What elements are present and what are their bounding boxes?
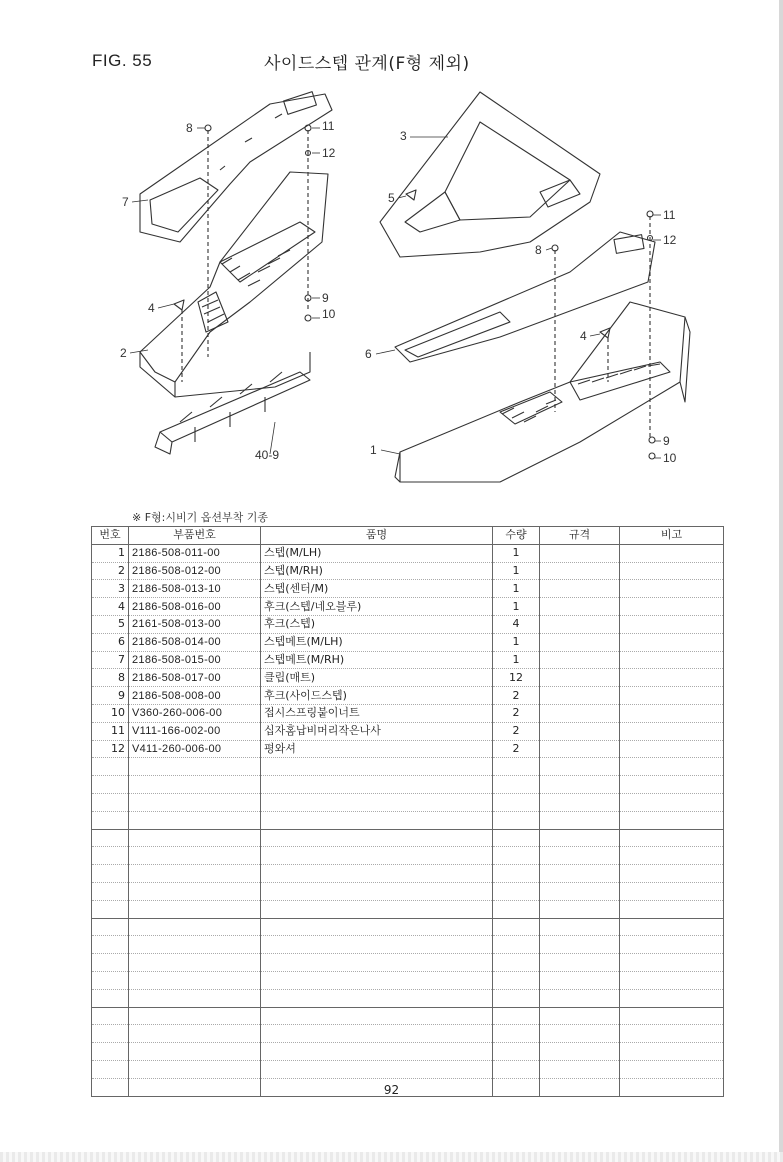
cell-spec xyxy=(540,598,620,616)
cell-qty xyxy=(493,758,540,776)
cell-remarks xyxy=(620,882,724,900)
table-row xyxy=(92,847,724,865)
cell-no xyxy=(92,758,129,776)
table-row xyxy=(92,722,724,740)
table-row xyxy=(92,1007,724,1025)
cell-spec xyxy=(540,544,620,562)
cell-remarks xyxy=(620,971,724,989)
callout: 1 xyxy=(370,443,377,457)
cell-remarks xyxy=(620,722,724,740)
cell-remarks xyxy=(620,740,724,758)
cell-no xyxy=(92,900,129,918)
cell-remarks xyxy=(620,793,724,811)
callout: 12 xyxy=(663,233,677,247)
cell-remarks xyxy=(620,669,724,687)
cell-remarks xyxy=(620,1060,724,1078)
cell-part-no: V360-260-006-00 xyxy=(129,704,261,722)
cell-spec xyxy=(540,829,620,847)
cell-part-no xyxy=(129,1043,261,1061)
cell-part-no: 2186-508-011-00 xyxy=(129,544,261,562)
cell-name xyxy=(261,758,493,776)
cell-spec xyxy=(540,722,620,740)
cell-name: 스텝메트(M/LH) xyxy=(261,633,493,651)
callout: 12 xyxy=(322,146,336,160)
table-row xyxy=(92,580,724,598)
table-row xyxy=(92,562,724,580)
cell-qty: 12 xyxy=(493,669,540,687)
cell-qty xyxy=(493,900,540,918)
step-mat-lh-drawing xyxy=(395,232,655,362)
cell-qty xyxy=(493,1007,540,1025)
cell-qty xyxy=(493,954,540,972)
callout: 3 xyxy=(400,129,407,143)
cell-no xyxy=(92,811,129,829)
table-row xyxy=(92,936,724,954)
cell-part-no xyxy=(129,918,261,936)
parts-table xyxy=(91,526,724,1097)
cell-part-no: 2186-508-014-00 xyxy=(129,633,261,651)
cell-no xyxy=(92,918,129,936)
leader-lines xyxy=(130,128,661,458)
cell-no: 11 xyxy=(92,722,129,740)
cell-no: 3 xyxy=(92,580,129,598)
table-row xyxy=(92,687,724,705)
cell-remarks xyxy=(620,776,724,794)
cell-spec xyxy=(540,793,620,811)
step-center-drawing xyxy=(380,92,600,257)
cell-spec xyxy=(540,651,620,669)
cell-spec xyxy=(540,562,620,580)
cell-part-no xyxy=(129,954,261,972)
cell-no xyxy=(92,793,129,811)
table-row xyxy=(92,669,724,687)
cell-name: 스텝(M/RH) xyxy=(261,562,493,580)
cell-spec xyxy=(540,758,620,776)
table-row xyxy=(92,1025,724,1043)
cell-no: 5 xyxy=(92,615,129,633)
cell-name: 접시스프링붙이너트 xyxy=(261,704,493,722)
step-bracket-drawing xyxy=(155,372,310,454)
cell-no xyxy=(92,829,129,847)
cell-qty: 1 xyxy=(493,598,540,616)
cell-spec xyxy=(540,776,620,794)
cell-name xyxy=(261,1025,493,1043)
cell-spec xyxy=(540,989,620,1007)
header-remarks: 비고 xyxy=(620,527,724,545)
cell-no xyxy=(92,989,129,1007)
table-row xyxy=(92,989,724,1007)
cell-no xyxy=(92,1025,129,1043)
cell-spec xyxy=(540,669,620,687)
cell-remarks xyxy=(620,900,724,918)
cell-qty xyxy=(493,793,540,811)
callout: 7 xyxy=(122,195,129,209)
cell-part-no: V111-166-002-00 xyxy=(129,722,261,740)
step-lh-drawing xyxy=(395,302,690,482)
cell-remarks xyxy=(620,829,724,847)
cell-qty xyxy=(493,918,540,936)
cell-qty xyxy=(493,811,540,829)
cell-no: 12 xyxy=(92,740,129,758)
cell-part-no xyxy=(129,900,261,918)
cell-spec xyxy=(540,900,620,918)
table-row xyxy=(92,971,724,989)
cell-qty: 2 xyxy=(493,704,540,722)
footnote: ※ F형:시비기 옵션부착 기종 xyxy=(132,511,268,524)
cell-spec xyxy=(540,1007,620,1025)
header-name: 품명 xyxy=(261,527,493,545)
cell-qty xyxy=(493,936,540,954)
table-row xyxy=(92,776,724,794)
cell-spec xyxy=(540,971,620,989)
table-row xyxy=(92,865,724,883)
cell-no: 1 xyxy=(92,544,129,562)
cell-part-no xyxy=(129,936,261,954)
callout: 6 xyxy=(365,347,372,361)
scan-strip xyxy=(0,1152,783,1162)
callout: 10 xyxy=(663,451,677,465)
cell-no: 2 xyxy=(92,562,129,580)
cell-name xyxy=(261,793,493,811)
left-hardware xyxy=(174,125,311,382)
cell-qty xyxy=(493,1025,540,1043)
cell-spec xyxy=(540,936,620,954)
cell-name xyxy=(261,882,493,900)
cell-qty: 1 xyxy=(493,580,540,598)
cell-remarks xyxy=(620,918,724,936)
cell-part-no: 2186-508-008-00 xyxy=(129,687,261,705)
callout: 4 xyxy=(148,301,155,315)
cell-no: 7 xyxy=(92,651,129,669)
cell-no xyxy=(92,1007,129,1025)
table-row xyxy=(92,811,724,829)
cell-no xyxy=(92,936,129,954)
callout: 9 xyxy=(663,434,670,448)
header-qty: 수량 xyxy=(493,527,540,545)
cell-part-no xyxy=(129,847,261,865)
cell-qty: 2 xyxy=(493,740,540,758)
parts-table-body xyxy=(92,544,724,1096)
callout: 11 xyxy=(663,208,676,222)
cell-name xyxy=(261,1007,493,1025)
table-row xyxy=(92,758,724,776)
cell-part-no xyxy=(129,1025,261,1043)
cell-remarks xyxy=(620,847,724,865)
cell-qty: 2 xyxy=(493,687,540,705)
cell-qty xyxy=(493,847,540,865)
cell-spec xyxy=(540,918,620,936)
cell-spec xyxy=(540,704,620,722)
cell-name xyxy=(261,847,493,865)
cell-no: 4 xyxy=(92,598,129,616)
cell-part-no: V411-260-006-00 xyxy=(129,740,261,758)
cell-spec xyxy=(540,882,620,900)
table-header-row xyxy=(92,527,724,545)
cell-remarks xyxy=(620,989,724,1007)
cell-remarks xyxy=(620,580,724,598)
cell-name xyxy=(261,865,493,883)
cell-qty: 4 xyxy=(493,615,540,633)
cell-no: 6 xyxy=(92,633,129,651)
cell-remarks xyxy=(620,704,724,722)
cell-no xyxy=(92,954,129,972)
callout: 5 xyxy=(388,191,395,205)
table-row xyxy=(92,954,724,972)
cell-remarks xyxy=(620,1007,724,1025)
callout: 40-9 xyxy=(255,448,280,462)
cell-remarks xyxy=(620,1043,724,1061)
cell-name: 스텝메트(M/RH) xyxy=(261,651,493,669)
header-part-no: 부품번호 xyxy=(129,527,261,545)
cell-name xyxy=(261,1043,493,1061)
cell-spec xyxy=(540,580,620,598)
cell-qty: 2 xyxy=(493,722,540,740)
cell-name: 스텝(센터/M) xyxy=(261,580,493,598)
table-row xyxy=(92,598,724,616)
cell-name xyxy=(261,954,493,972)
cell-qty xyxy=(493,989,540,1007)
callout: 8 xyxy=(186,121,193,135)
cell-no: 9 xyxy=(92,687,129,705)
cell-spec xyxy=(540,740,620,758)
header-spec: 규격 xyxy=(540,527,620,545)
cell-remarks xyxy=(620,865,724,883)
cell-spec xyxy=(540,615,620,633)
cell-part-no xyxy=(129,1060,261,1078)
cell-part-no xyxy=(129,811,261,829)
step-mat-rh-drawing xyxy=(140,92,332,242)
callout: 4 xyxy=(580,329,587,343)
table-row xyxy=(92,1043,724,1061)
table-row xyxy=(92,918,724,936)
cell-qty xyxy=(493,1043,540,1061)
cell-remarks xyxy=(620,544,724,562)
cell-name xyxy=(261,829,493,847)
page-number: 92 xyxy=(383,1083,400,1097)
table-row xyxy=(92,793,724,811)
cell-qty: 1 xyxy=(493,544,540,562)
cell-remarks xyxy=(620,598,724,616)
cell-part-no xyxy=(129,793,261,811)
cell-no: 8 xyxy=(92,669,129,687)
page-edge xyxy=(779,0,783,1162)
table-row xyxy=(92,633,724,651)
cell-part-no: 2186-508-017-00 xyxy=(129,669,261,687)
cell-part-no xyxy=(129,882,261,900)
cell-spec xyxy=(540,633,620,651)
cell-name xyxy=(261,989,493,1007)
cell-remarks xyxy=(620,562,724,580)
table-row xyxy=(92,829,724,847)
cell-qty xyxy=(493,829,540,847)
cell-part-no xyxy=(129,829,261,847)
cell-part-no: 2161-508-013-00 xyxy=(129,615,261,633)
table-row xyxy=(92,900,724,918)
cell-no xyxy=(92,1060,129,1078)
cell-no xyxy=(92,1043,129,1061)
cell-no xyxy=(92,776,129,794)
step-rh-drawing xyxy=(140,172,328,397)
cell-remarks xyxy=(620,1025,724,1043)
cell-spec xyxy=(540,687,620,705)
table-row xyxy=(92,615,724,633)
cell-name xyxy=(261,1060,493,1078)
exploded-parts-diagram xyxy=(100,82,700,502)
cell-part-no: 2186-508-015-00 xyxy=(129,651,261,669)
cell-part-no: 2186-508-013-10 xyxy=(129,580,261,598)
cell-name: 평와셔 xyxy=(261,740,493,758)
cell-remarks xyxy=(620,687,724,705)
cell-remarks xyxy=(620,633,724,651)
cell-no xyxy=(92,971,129,989)
cell-name: 스텝(M/LH) xyxy=(261,544,493,562)
cell-name: 후크(스텝) xyxy=(261,615,493,633)
cell-qty xyxy=(493,971,540,989)
cell-name xyxy=(261,900,493,918)
cell-qty: 1 xyxy=(493,562,540,580)
cell-part-no xyxy=(129,989,261,1007)
cell-spec xyxy=(540,865,620,883)
cell-remarks xyxy=(620,811,724,829)
cell-name xyxy=(261,971,493,989)
cell-spec xyxy=(540,954,620,972)
cell-part-no xyxy=(129,776,261,794)
cell-name: 클립(매트) xyxy=(261,669,493,687)
table-row xyxy=(92,740,724,758)
cell-name: 후크(사이드스텝) xyxy=(261,687,493,705)
cell-name: 십자홈납비머리작은나사 xyxy=(261,722,493,740)
figure-title: 사이드스텝 관계(F형 제외) xyxy=(264,54,470,74)
cell-spec xyxy=(540,1043,620,1061)
cell-remarks xyxy=(620,936,724,954)
callout: 2 xyxy=(120,346,127,360)
callout: 9 xyxy=(322,291,329,305)
cell-qty xyxy=(493,865,540,883)
figure-label: FIG. 55 xyxy=(92,51,153,70)
cell-remarks xyxy=(620,615,724,633)
cell-part-no xyxy=(129,971,261,989)
callout: 11 xyxy=(322,119,335,133)
header-no: 번호 xyxy=(92,527,129,545)
cell-remarks xyxy=(620,954,724,972)
table-row xyxy=(92,704,724,722)
cell-name xyxy=(261,918,493,936)
table-row xyxy=(92,882,724,900)
cell-qty: 1 xyxy=(493,633,540,651)
cell-no xyxy=(92,882,129,900)
cell-qty xyxy=(493,776,540,794)
cell-part-no xyxy=(129,758,261,776)
cell-remarks xyxy=(620,651,724,669)
cell-no xyxy=(92,847,129,865)
cell-spec xyxy=(540,811,620,829)
cell-name xyxy=(261,811,493,829)
cell-part-no: 2186-508-016-00 xyxy=(129,598,261,616)
cell-spec xyxy=(540,1025,620,1043)
cell-qty xyxy=(493,882,540,900)
cell-spec xyxy=(540,847,620,865)
cell-remarks xyxy=(620,758,724,776)
cell-name: 후크(스텝/네오블루) xyxy=(261,598,493,616)
cell-part-no xyxy=(129,865,261,883)
cell-qty xyxy=(493,1060,540,1078)
cell-no xyxy=(92,865,129,883)
cell-part-no xyxy=(129,1007,261,1025)
cell-qty: 1 xyxy=(493,651,540,669)
cell-part-no: 2186-508-012-00 xyxy=(129,562,261,580)
callout: 10 xyxy=(322,307,336,321)
cell-no: 10 xyxy=(92,704,129,722)
callout: 8 xyxy=(535,243,542,257)
cell-name xyxy=(261,776,493,794)
table-row xyxy=(92,651,724,669)
table-row xyxy=(92,1060,724,1078)
cell-name xyxy=(261,936,493,954)
table-row xyxy=(92,544,724,562)
cell-spec xyxy=(540,1060,620,1078)
